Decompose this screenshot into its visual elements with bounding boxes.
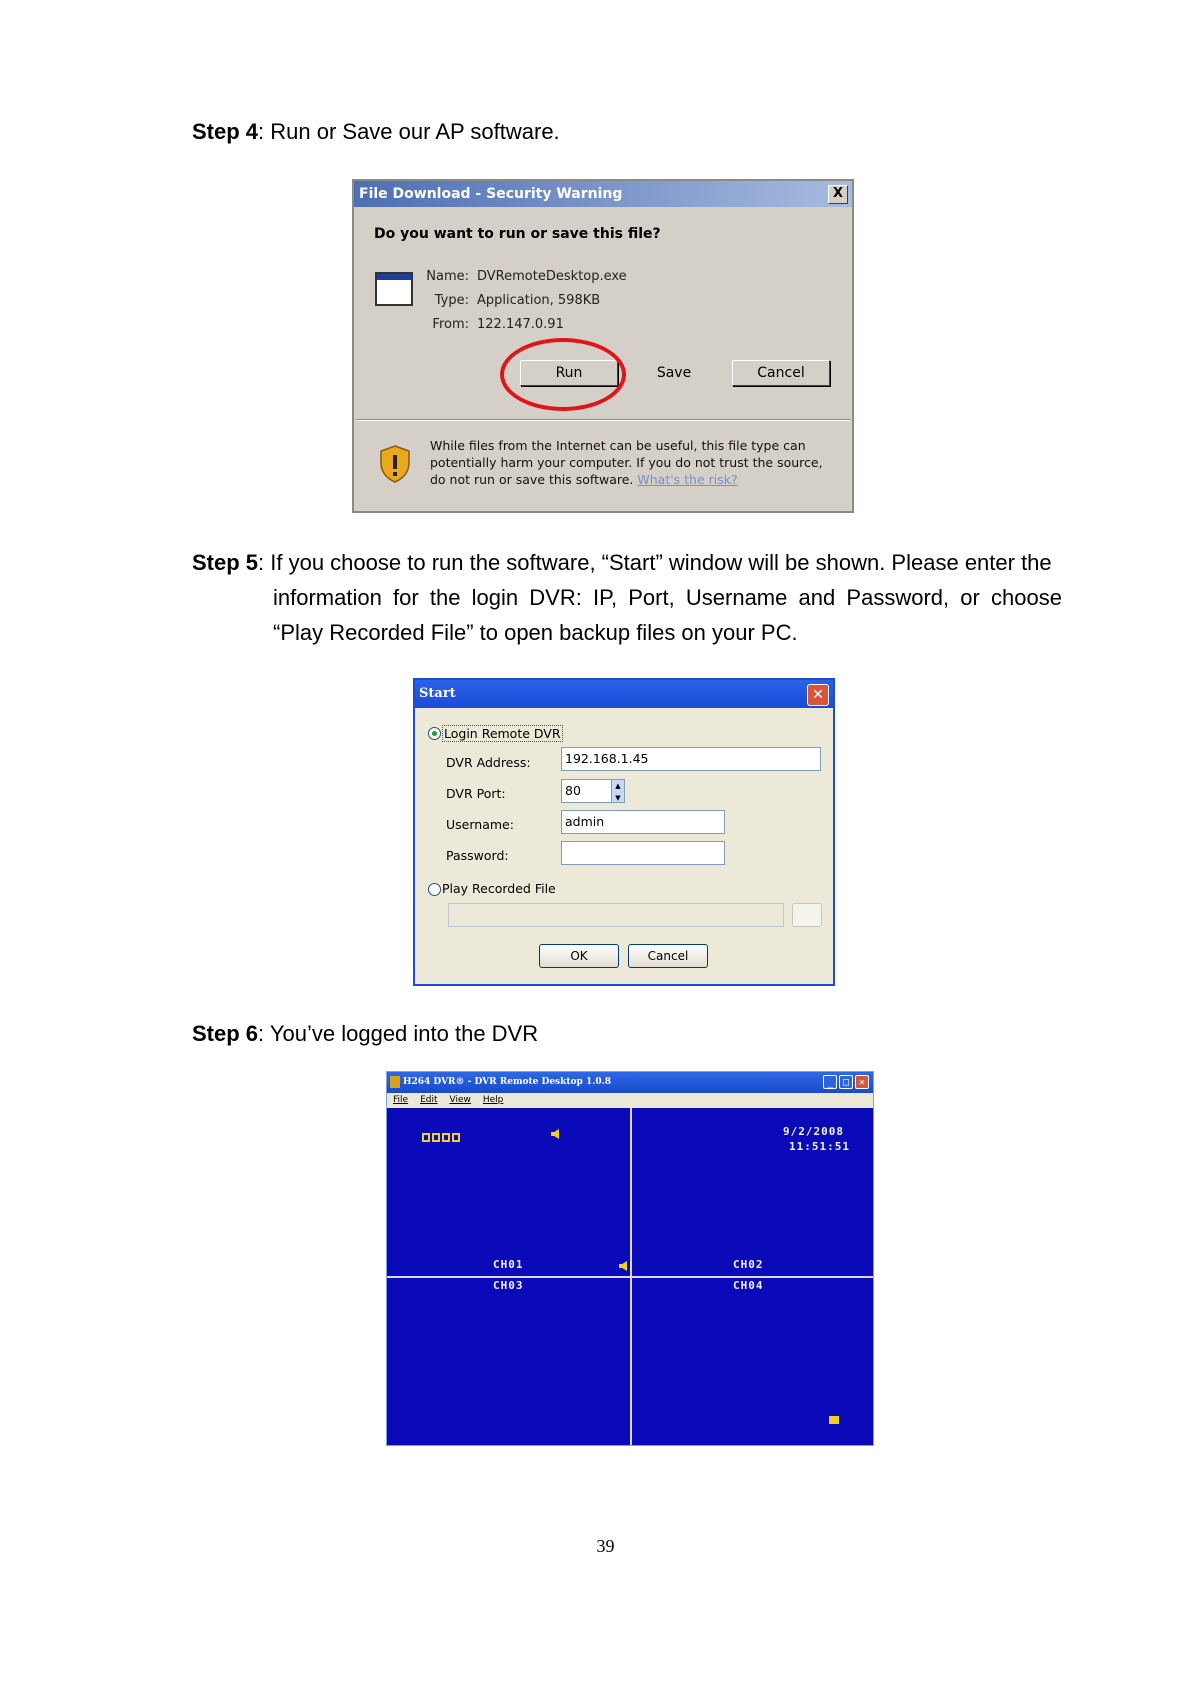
dialog-question: Do you want to run or save this file?	[374, 226, 661, 242]
save-button[interactable]: Save	[626, 360, 722, 386]
file-name-value: DVRemoteDesktop.exe	[477, 269, 627, 284]
step5-continuation: information for the login DVR: IP, Port, Username and Password, or choose “Play Recorded File” to open backup files on your PC.	[273, 585, 1062, 645]
file-type-value: Application, 598KB	[477, 293, 601, 308]
osd-date: 9/2/2008	[783, 1125, 844, 1138]
start-title: Start	[415, 680, 833, 708]
run-button[interactable]: Run	[520, 360, 618, 386]
channel-label-ch04[interactable]: CH04	[733, 1279, 764, 1292]
dvr-title: H264 DVR® - DVR Remote Desktop 1.0.8	[387, 1072, 873, 1093]
browse-button[interactable]	[792, 903, 822, 927]
file-from-value: 122.147.0.91	[477, 317, 564, 332]
cancel-button[interactable]: Cancel	[628, 944, 708, 968]
username-label: Username:	[446, 817, 514, 832]
run-highlight-circle	[500, 338, 626, 411]
step4-text: : Run or Save our AP software.	[258, 119, 560, 144]
maximize-icon[interactable]: □	[839, 1075, 853, 1089]
file-from-label: From:	[432, 317, 469, 332]
osd-time: 11:51:51	[789, 1140, 850, 1153]
dialog-title: File Download - Security Warning	[354, 181, 852, 207]
ch01-audio-icon	[619, 1261, 627, 1271]
dvr-address-input[interactable]: 192.168.1.45	[561, 747, 821, 771]
menu-file[interactable]: File	[393, 1095, 409, 1105]
step4-label: Step 4	[192, 119, 259, 144]
step6-text: : You’ve logged into the DVR	[258, 1021, 539, 1046]
menu-bar	[387, 1093, 873, 1108]
minimize-icon[interactable]: _	[823, 1075, 837, 1089]
close-icon[interactable]: X	[828, 185, 848, 204]
close-icon[interactable]: ✕	[807, 684, 829, 706]
channel-label-ch03[interactable]: CH03	[493, 1279, 524, 1292]
play-recorded-option[interactable]: Play Recorded File	[442, 881, 556, 896]
step5-paragraph	[192, 545, 1062, 650]
login-remote-option[interactable]: Login Remote DVR	[444, 726, 561, 741]
start-dialog	[413, 678, 835, 986]
channel-label-ch01[interactable]: CH01	[493, 1258, 524, 1271]
step5-label: Step 5	[192, 550, 259, 575]
step6-paragraph	[192, 1016, 538, 1051]
close-icon[interactable]: ✕	[855, 1075, 869, 1089]
menu-edit[interactable]: Edit	[420, 1095, 438, 1105]
audio-icon	[551, 1129, 559, 1139]
step4-paragraph	[192, 114, 560, 149]
page-number: 39	[596, 1536, 615, 1556]
cancel-button[interactable]: Cancel	[732, 360, 830, 386]
grid-horizontal-divider	[387, 1276, 873, 1278]
port-spinner[interactable]: ▲ ▼	[611, 780, 624, 802]
password-label: Password:	[446, 848, 509, 863]
dialog-separator	[356, 419, 850, 421]
step5-text: : If you choose to run the software, “Start” window will be shown. Please enter the	[258, 550, 1052, 575]
dvr-port-input[interactable]: 80	[561, 779, 625, 803]
ok-button[interactable]: OK	[539, 944, 619, 968]
warning-message	[430, 437, 840, 488]
play-recorded-radio[interactable]	[428, 883, 441, 896]
file-name-label: Name:	[426, 269, 469, 284]
file-path-input[interactable]	[448, 903, 784, 927]
menu-view[interactable]: View	[449, 1095, 471, 1105]
folder-icon	[829, 1416, 839, 1424]
login-remote-radio[interactable]	[428, 727, 441, 740]
file-type-label: Type:	[434, 293, 469, 308]
password-input[interactable]	[561, 841, 725, 865]
menu-help[interactable]: Help	[482, 1095, 504, 1105]
dvr-remote-desktop-window	[386, 1071, 874, 1446]
risk-link[interactable]: What's the risk?	[637, 472, 738, 487]
channel-label-ch02[interactable]: CH02	[733, 1258, 764, 1271]
step6-label: Step 6	[192, 1021, 259, 1046]
username-input[interactable]: admin	[561, 810, 725, 834]
dvr-address-label: DVR Address:	[446, 755, 531, 770]
shield-warning-icon	[379, 445, 411, 483]
app-icon	[390, 1076, 400, 1088]
dvr-port-label-text: DVR Port:	[446, 786, 506, 801]
camera-status-icons	[422, 1127, 462, 1146]
warning-text: While files from the Internet can be useful, this file type can potentially harm your computer. If you do not trust the source, do not run or save this software.	[430, 438, 823, 487]
